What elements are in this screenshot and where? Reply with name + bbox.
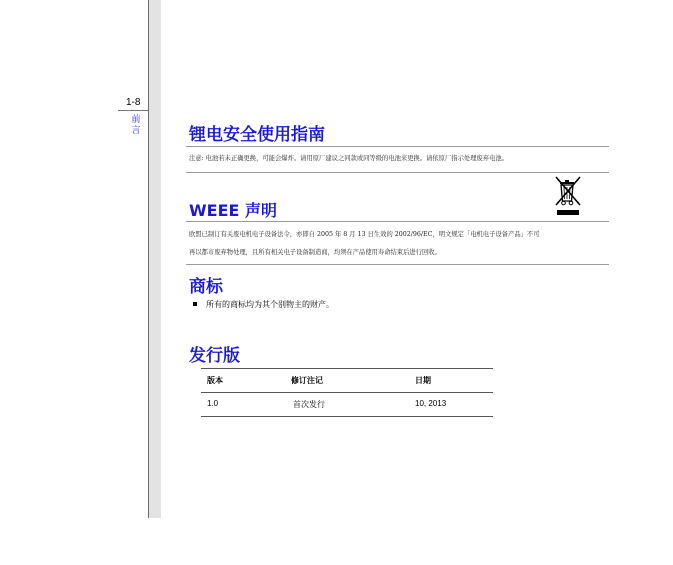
table-cell-revision-notes: 首次发行 — [293, 400, 325, 409]
table-bottom-rule — [201, 416, 493, 417]
weee-bottom-rule — [186, 264, 609, 265]
crossed-out-wheelie-bin-icon — [553, 174, 583, 218]
page-number-rule — [118, 110, 148, 111]
page-number: 1-8 — [126, 97, 141, 108]
lithium-bottom-rule — [186, 172, 609, 173]
margin-bar — [149, 0, 161, 518]
weee-heading: WEEE 声明 — [189, 201, 278, 220]
table-cell-date: 10, 2013 — [415, 399, 447, 408]
trademark-bullet-text: 所有的商标均为其个别物主的财产。 — [206, 300, 334, 309]
table-header-date: 日期 — [415, 376, 431, 385]
trademark-heading: 商标 — [189, 277, 223, 297]
chapter-label: 前言 — [131, 115, 141, 136]
lithium-battery-heading: 锂电安全使用指南 — [189, 125, 325, 145]
table-header-rule — [201, 392, 493, 393]
table-header-revision-notes: 修订注记 — [291, 376, 323, 385]
lithium-top-rule — [186, 146, 609, 147]
weee-text-line-1: 欧盟已制订有关废电机电子设备法令，亦即自 2005 年 8 月 13 日生效的 2002/96/EC，明文规定「电机电子设备产品」不可 — [189, 231, 540, 238]
lithium-battery-text: 注意: 电池若未正确更换，可能会爆炸。请用原厂建议之同款或同等级的电池来更换。请依原厂指示处理废弃电池。 — [189, 155, 508, 162]
bullet-icon — [193, 302, 197, 306]
release-history-heading: 发行版 — [189, 346, 240, 366]
table-top-rule — [201, 368, 493, 369]
weee-top-rule — [186, 221, 609, 222]
table-cell-version: 1.0 — [207, 399, 219, 408]
weee-text-line-2: 再以都市废弃物处理，且所有相关电子设备制造商，均须在产品使用寿命结束后进行回收。 — [189, 249, 441, 256]
table-header-version: 版本 — [207, 376, 223, 385]
